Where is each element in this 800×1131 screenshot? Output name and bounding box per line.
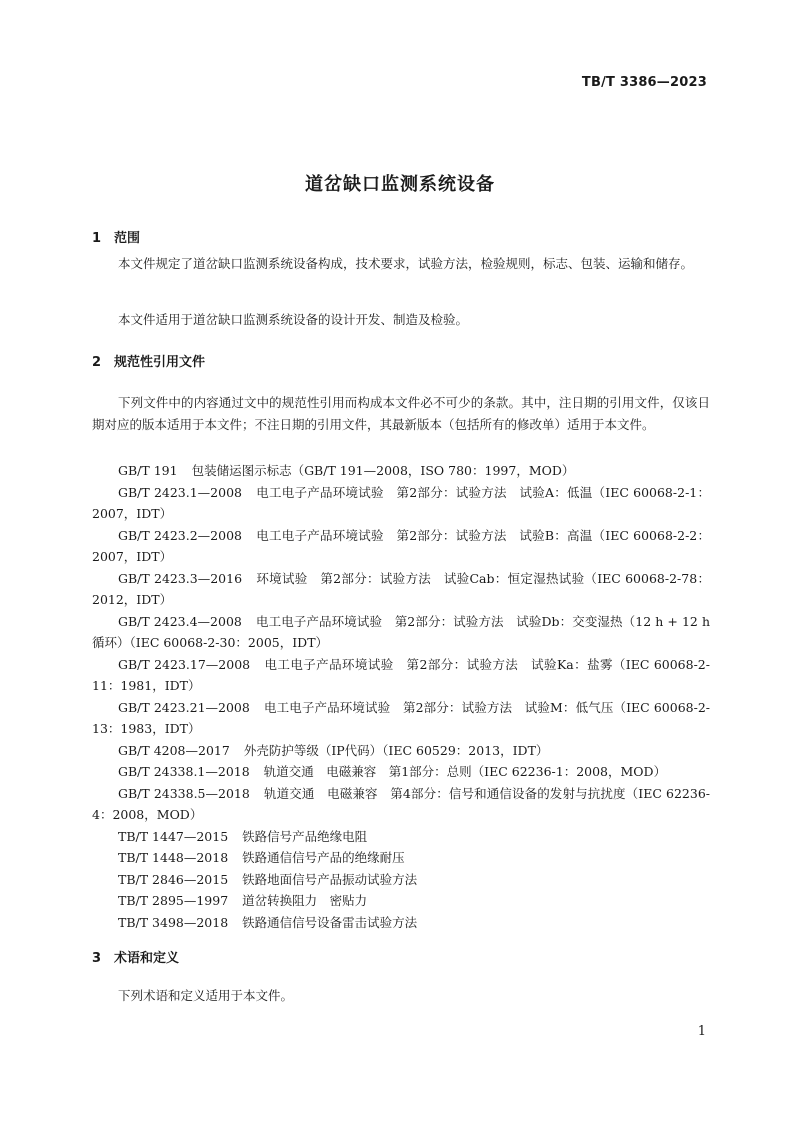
reference-item <box>92 826 710 848</box>
paragraph: 本文件规定了道岔缺口监测系统设备构成，技术要求，试验方法，检验规则，标志、包装、运输和储存。 <box>118 256 694 271</box>
reference-code: GB/T 2423.3—2016 <box>118 570 243 586</box>
section-number: 3 <box>92 951 102 966</box>
section-title: 范围 <box>114 231 141 246</box>
reference-title: 电工电子产品环境试验 第2部分：试验方法 试验A：低温（IEC 60068-2-1：2007，IDT） <box>92 484 710 521</box>
reference-title: 电工电子产品环境试验 第2部分：试验方法 试验M：低气压（IEC 60068-2-13：1983，IDT） <box>92 699 710 736</box>
reference-title: 铁路通信信号产品的绝缘耐压 <box>242 850 405 865</box>
reference-title: 电工电子产品环境试验 第2部分：试验方法 试验Db：交变湿热（12 h + 12 h循环）（IEC 60068-2-30：2005，IDT） <box>92 613 710 650</box>
reference-item <box>92 783 710 826</box>
reference-item <box>92 654 710 697</box>
reference-code: GB/T 24338.1—2018 <box>118 764 250 779</box>
section-3-heading <box>92 947 179 966</box>
reference-item <box>92 869 710 891</box>
reference-item <box>92 611 710 654</box>
section-1-heading <box>92 227 140 246</box>
reference-item <box>92 912 710 934</box>
section-2-heading <box>92 351 205 370</box>
reference-item <box>92 568 710 611</box>
reference-code: GB/T 4208—2017 <box>118 742 230 758</box>
page-number: 1 <box>697 1024 706 1039</box>
reference-item <box>92 460 710 482</box>
section-number: 2 <box>92 355 102 370</box>
reference-item <box>92 525 710 568</box>
reference-title: 铁路信号产品绝缘电阻 <box>242 828 368 844</box>
section-number: 1 <box>92 231 102 246</box>
reference-title: 环境试验 第2部分：试验方法 试验Cab：恒定湿热试验（IEC 60068-2-78：2012，IDT） <box>92 570 710 607</box>
reference-code: GB/T 2423.2—2008 <box>118 527 242 543</box>
reference-title: 电工电子产品环境试验 第2部分：试验方法 试验Ka：盐雾（IEC 60068-2-11：1981，IDT） <box>92 656 710 693</box>
reference-code: TB/T 2846—2015 <box>118 871 229 887</box>
reference-code: GB/T 2423.17—2008 <box>118 656 251 672</box>
document-title: 道岔缺口监测系统设备 <box>305 174 495 195</box>
reference-title: 电工电子产品环境试验 第2部分：试验方法 试验B：高温（IEC 60068-2-2：2007，IDT） <box>92 527 711 564</box>
reference-code: TB/T 3498—2018 <box>118 914 229 930</box>
reference-title: 轨道交通 电磁兼容 第1部分：总则（IEC 62236-1：2008，MOD） <box>263 764 667 779</box>
section-title: 规范性引用文件 <box>114 355 206 370</box>
reference-title: 包装储运图示标志（GB/T 191—2008，ISO 780：1997，MOD） <box>191 463 575 478</box>
reference-code: GB/T 2423.4—2008 <box>118 613 242 629</box>
reference-item <box>92 482 710 525</box>
reference-code: GB/T 191 <box>118 463 178 478</box>
reference-title: 轨道交通 电磁兼容 第4部分：信号和通信设备的发射与抗扰度（IEC 62236-4：2008，MOD） <box>92 785 710 822</box>
paragraph: 下列术语和定义适用于本文件。 <box>118 988 294 1003</box>
reference-code: GB/T 24338.5—2018 <box>118 785 250 801</box>
reference-title: 外壳防护等级（IP代码）（IEC 60529：2013，IDT） <box>243 742 549 758</box>
reference-item <box>92 890 710 912</box>
reference-title: 道岔转换阻力 密贴力 <box>242 893 368 908</box>
paragraph: 下列文件中的内容通过文中的规范性引用而构成本文件必不可少的条款。其中，注日期的引用文件，仅该日期对应的版本适用于本文件；不注日期的引用文件，其最新版本（包括所有的修改单）适用于本文件。 <box>92 395 710 432</box>
reference-item <box>92 761 710 783</box>
standard-code: TB/T 3386—2023 <box>581 75 707 90</box>
reference-code: TB/T 1447—2015 <box>118 828 229 844</box>
reference-item <box>92 697 710 740</box>
paragraph: 本文件适用于道岔缺口监测系统设备的设计开发、制造及检验。 <box>118 312 469 327</box>
reference-code: GB/T 2423.21—2008 <box>118 699 250 715</box>
reference-code: TB/T 2895—1997 <box>118 893 229 908</box>
reference-item <box>92 740 710 762</box>
reference-code: TB/T 1448—2018 <box>118 850 229 865</box>
reference-title: 铁路通信信号设备雷击试验方法 <box>242 914 418 930</box>
reference-list <box>92 460 710 933</box>
reference-code: GB/T 2423.1—2008 <box>118 484 242 500</box>
section-title: 术语和定义 <box>114 951 180 966</box>
reference-title: 铁路地面信号产品振动试验方法 <box>242 871 418 887</box>
reference-item <box>92 847 710 869</box>
